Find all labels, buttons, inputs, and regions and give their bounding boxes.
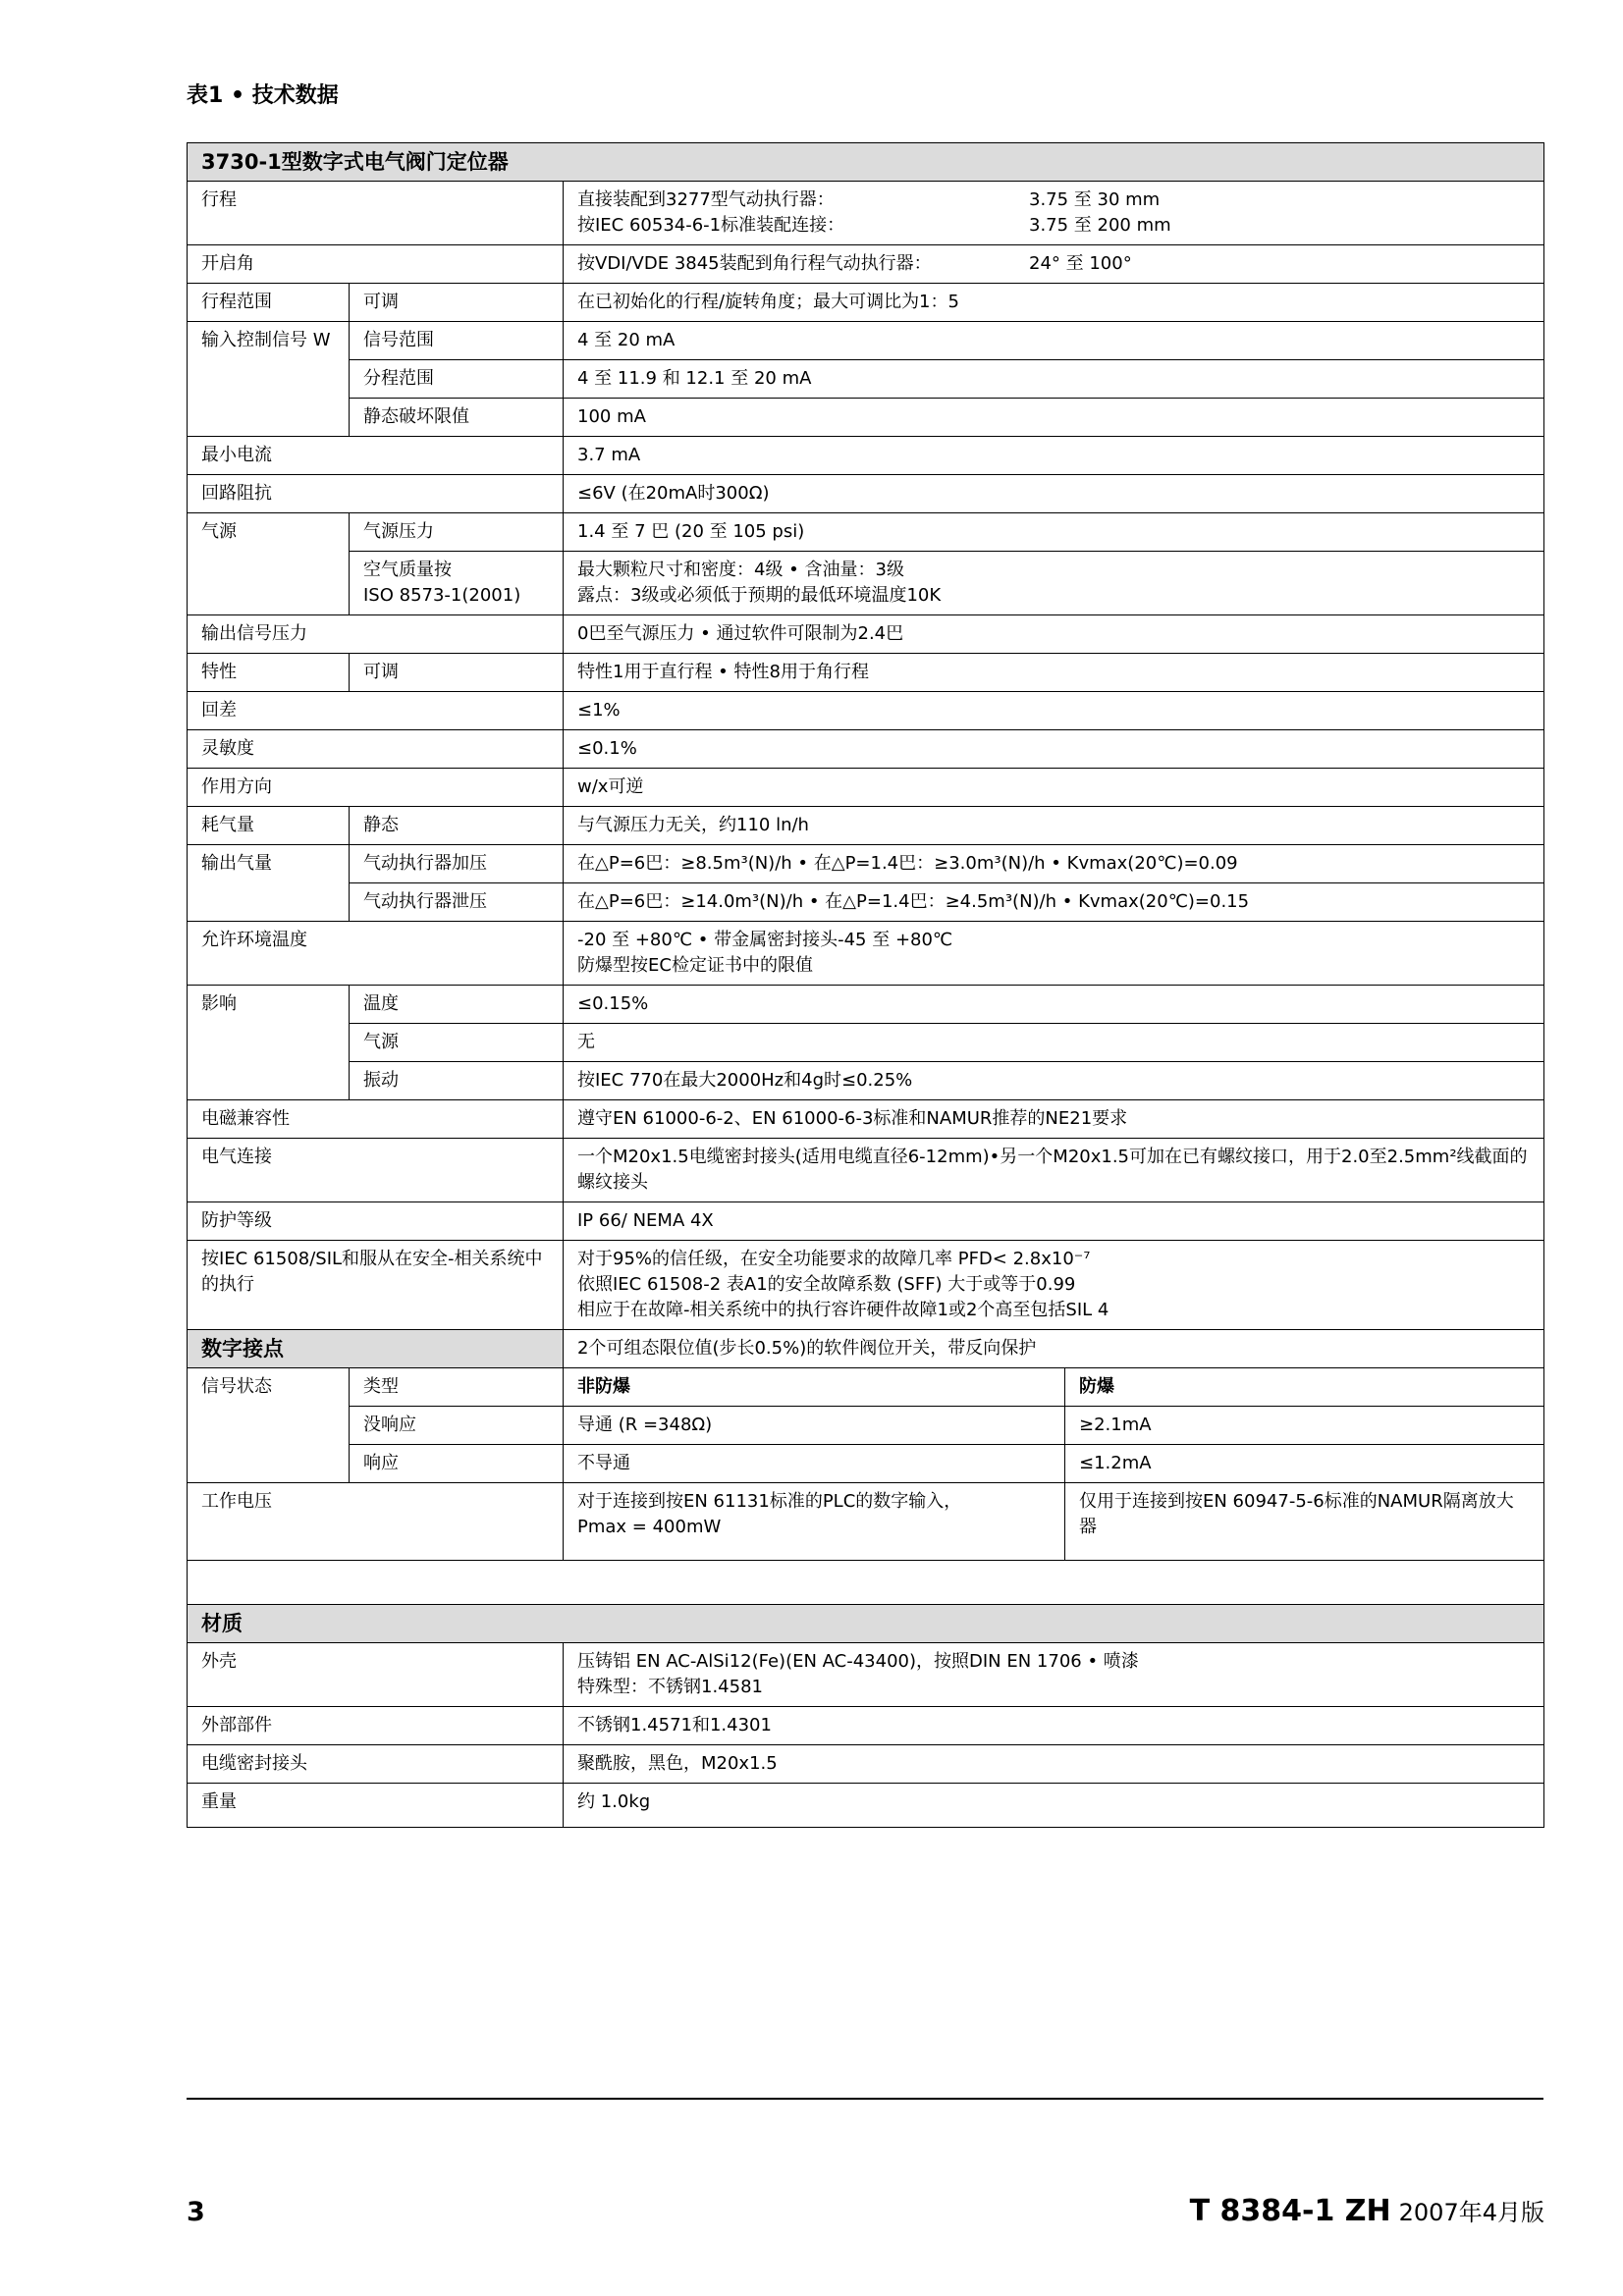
row-value: 不导通 (564, 1445, 1065, 1483)
row-label: 输入控制信号 W (188, 322, 350, 437)
row-value: 4 至 11.9 和 12.1 至 20 mA (564, 360, 1544, 399)
row-signal-state-type (188, 1368, 1544, 1407)
row-air-quality (188, 552, 1544, 615)
document-number: T 8384-1 ZH (1189, 2194, 1391, 2228)
row-sublabel: 温度 (350, 986, 564, 1024)
row-sublabel: 没响应 (350, 1407, 564, 1445)
voltage-plc: 对于连接到按EN 61131标准的PLC的数字输入， (577, 1491, 962, 1512)
row-value: 与气源压力无关，约110 ln/h (564, 807, 1544, 845)
document-id (1190, 2193, 1544, 2228)
document-edition: 2007年4月版 (1398, 2199, 1544, 2226)
row-value: 聚酰胺，黑色，M20x1.5 (564, 1745, 1544, 1784)
row-sublabel: 气动执行器泄压 (350, 883, 564, 922)
row-external-parts (188, 1707, 1544, 1745)
row-sublabel: 静态破坏限值 (350, 399, 564, 437)
row-value: w/x可逆 (564, 769, 1544, 807)
section-header-material (188, 1605, 1544, 1643)
row-value: ≤0.1% (564, 730, 1544, 769)
row-sublabel: 气源压力 (350, 513, 564, 552)
row-sublabel: 响应 (350, 1445, 564, 1483)
footer-rule (187, 2098, 1543, 2100)
safety-pfd: 对于95%的信任级，在安全功能要求的故障几率 PFD< 2.8x10⁻⁷ (577, 1249, 1091, 1269)
housing-material: 压铸铝 EN AC-AlSi12(Fe)(EN AC-43400)，按照DIN EN 1706 • 喷漆 (577, 1651, 1139, 1672)
row-value (564, 1483, 1065, 1561)
row-sublabel: 信号范围 (350, 322, 564, 360)
row-value: ≤0.15% (564, 986, 1544, 1024)
row-characteristic (188, 654, 1544, 692)
row-influence-supply (188, 1024, 1544, 1062)
row-sublabel: 类型 (350, 1368, 564, 1407)
row-label: 防护等级 (188, 1202, 564, 1241)
row-value: ≤1% (564, 692, 1544, 730)
row-label: 回路阻抗 (188, 475, 564, 513)
row-value (564, 1643, 1544, 1707)
row-value: ≤6V (在20mA时300Ω) (564, 475, 1544, 513)
row-value: 无 (564, 1024, 1544, 1062)
row-input-static-limit (188, 399, 1544, 437)
row-label: 开启角 (188, 245, 564, 284)
row-value (564, 245, 1544, 284)
section-header-digital (188, 1330, 1544, 1368)
row-label: 耗气量 (188, 807, 350, 845)
angle-mount: 按VDI/VDE 3845装配到角行程气动执行器： (577, 253, 932, 274)
row-protection (188, 1202, 1544, 1241)
safety-sff: 依照IEC 61508-2 表A1的安全故障系数 (SFF) 大于或等于0.99 (577, 1274, 1076, 1295)
section-title: 3730-1型数字式电气阀门定位器 (188, 143, 1544, 182)
row-value (564, 922, 1544, 986)
row-label: 工作电压 (188, 1483, 564, 1561)
housing-special: 特殊型：不锈钢1.4581 (577, 1677, 763, 1697)
row-opening-angle (188, 245, 1544, 284)
row-value: 约 1.0kg (564, 1784, 1544, 1828)
air-quality-label: 空气质量按 (363, 560, 452, 580)
row-value: ≤1.2mA (1065, 1445, 1544, 1483)
row-electrical-connection (188, 1139, 1544, 1202)
section-header-main (188, 143, 1544, 182)
row-sensitivity (188, 730, 1544, 769)
row-value: ≥2.1mA (1065, 1407, 1544, 1445)
column-head-non-ex: 非防爆 (564, 1368, 1065, 1407)
air-quality-particles: 最大颗粒尺寸和密度：4级 • 含油量：3级 (577, 560, 904, 580)
column-head-ex: 防爆 (1065, 1368, 1544, 1407)
row-cable-gland (188, 1745, 1544, 1784)
row-value: 1.4 至 7 巴 (20 至 105 psi) (564, 513, 1544, 552)
row-label: 允许环境温度 (188, 922, 564, 986)
row-label: 外壳 (188, 1643, 564, 1707)
row-safety (188, 1241, 1544, 1330)
row-stroke (188, 182, 1544, 245)
row-label: 重量 (188, 1784, 564, 1828)
row-ambient-temperature (188, 922, 1544, 986)
row-value: 4 至 20 mA (564, 322, 1544, 360)
row-label: 影响 (188, 986, 350, 1100)
row-min-current (188, 437, 1544, 475)
row-label: 输出气量 (188, 845, 350, 922)
row-sublabel: 振动 (350, 1062, 564, 1100)
row-value: 在△P=6巴：≥14.0m³(N)/h • 在△P=1.4巴：≥4.5m³(N)/h • Kvmax(20℃)=0.15 (564, 883, 1544, 922)
row-label: 气源 (188, 513, 350, 615)
row-input-signal (188, 322, 1544, 360)
row-sublabel: 可调 (350, 654, 564, 692)
row-label: 电气连接 (188, 1139, 564, 1202)
section-title: 数字接点 (188, 1330, 564, 1368)
row-value: 导通 (R =348Ω) (564, 1407, 1065, 1445)
row-value: IP 66/ NEMA 4X (564, 1202, 1544, 1241)
section-title: 材质 (188, 1605, 1544, 1643)
page-number: 3 (187, 2197, 205, 2227)
row-value: 仅用于连接到按EN 60947-5-6标准的NAMUR隔离放大器 (1065, 1483, 1544, 1561)
row-sublabel: 分程范围 (350, 360, 564, 399)
row-air-consumption (188, 807, 1544, 845)
row-influence-vibration (188, 1062, 1544, 1100)
section-note: 2个可组态限位值(步长0.5%)的软件阀位开关，带反向保护 (564, 1330, 1544, 1368)
technical-data-table (187, 142, 1544, 1828)
voltage-pmax: Pmax = 400mW (577, 1517, 722, 1537)
row-hysteresis (188, 692, 1544, 730)
row-loop-impedance (188, 475, 1544, 513)
row-label: 外部部件 (188, 1707, 564, 1745)
row-housing (188, 1643, 1544, 1707)
air-quality-standard: ISO 8573-1(2001) (363, 585, 521, 606)
row-value: 0巴至气源压力 • 通过软件可限制为2.4巴 (564, 615, 1544, 654)
row-label: 灵敏度 (188, 730, 564, 769)
row-label: 电缆密封接头 (188, 1745, 564, 1784)
row-emc (188, 1100, 1544, 1139)
row-weight (188, 1784, 1544, 1828)
row-value: 在△P=6巴：≥8.5m³(N)/h • 在△P=1.4巴：≥3.0m³(N)/h • Kvmax(20℃)=0.09 (564, 845, 1544, 883)
row-direction (188, 769, 1544, 807)
row-value: 特性1用于直行程 • 特性8用于角行程 (564, 654, 1544, 692)
row-value: 3.7 mA (564, 437, 1544, 475)
row-value: 不锈钢1.4571和1.4301 (564, 1707, 1544, 1745)
row-value (564, 1241, 1544, 1330)
ambient-ex-note: 防爆型按EC检定证书中的限值 (577, 955, 813, 976)
row-label: 输出信号压力 (188, 615, 564, 654)
row-label: 按IEC 61508/SIL和服从在安全-相关系统中的执行 (188, 1241, 564, 1330)
row-air-output-supply (188, 845, 1544, 883)
row-label: 特性 (188, 654, 350, 692)
row-label: 电磁兼容性 (188, 1100, 564, 1139)
row-output-pressure (188, 615, 1544, 654)
stroke-range-direct: 3.75 至 30 mm (1029, 189, 1161, 210)
row-label: 信号状态 (188, 1368, 350, 1483)
ambient-range: -20 至 +80℃ • 带金属密封接头-45 至 +80℃ (577, 930, 953, 950)
row-label: 最小电流 (188, 437, 564, 475)
row-label: 行程 (188, 182, 564, 245)
row-value: 遵守EN 61000-6-2、EN 61000-6-3标准和NAMUR推荐的NE21要求 (564, 1100, 1544, 1139)
row-sublabel: 气动执行器加压 (350, 845, 564, 883)
row-operating-voltage (188, 1483, 1544, 1561)
row-sublabel: 气源 (350, 1024, 564, 1062)
row-value: 按IEC 770在最大2000Hz和4g时≤0.25% (564, 1062, 1544, 1100)
row-input-split-range (188, 360, 1544, 399)
row-value (564, 182, 1544, 245)
spacer-cell (188, 1561, 1544, 1605)
row-signal-state-response (188, 1445, 1544, 1483)
stroke-range-iec: 3.75 至 200 mm (1029, 215, 1171, 236)
row-value: 在已初始化的行程/旋转角度；最大可调比为1：5 (564, 284, 1544, 322)
angle-range: 24° 至 100° (1029, 253, 1132, 274)
row-influence-temperature (188, 986, 1544, 1024)
row-sublabel: 可调 (350, 284, 564, 322)
page-heading: 表1 • 技术数据 (187, 83, 339, 108)
row-value (564, 552, 1544, 615)
row-value: 100 mA (564, 399, 1544, 437)
row-label: 作用方向 (188, 769, 564, 807)
stroke-mount-iec: 按IEC 60534-6-1标准装配连接： (577, 215, 845, 236)
row-value: 一个M20x1.5电缆密封接头(适用电缆直径6-12mm)•另一个M20x1.5可加在已有螺纹接口，用于2.0至2.5mm²线截面的螺纹接头 (564, 1139, 1544, 1202)
row-supply-pressure (188, 513, 1544, 552)
air-quality-dewpoint: 露点：3级或必须低于预期的最低环境温度10K (577, 585, 942, 606)
safety-sil: 相应于在故障-相关系统中的执行容许硬件故障1或2个高至包括SIL 4 (577, 1300, 1109, 1320)
row-label: 行程范围 (188, 284, 350, 322)
row-signal-state-no-response (188, 1407, 1544, 1445)
row-label: 回差 (188, 692, 564, 730)
row-air-output-exhaust (188, 883, 1544, 922)
row-sublabel (350, 552, 564, 615)
spacer-row (188, 1561, 1544, 1605)
row-travel-range (188, 284, 1544, 322)
row-sublabel: 静态 (350, 807, 564, 845)
stroke-mount-direct: 直接装配到3277型气动执行器： (577, 189, 835, 210)
